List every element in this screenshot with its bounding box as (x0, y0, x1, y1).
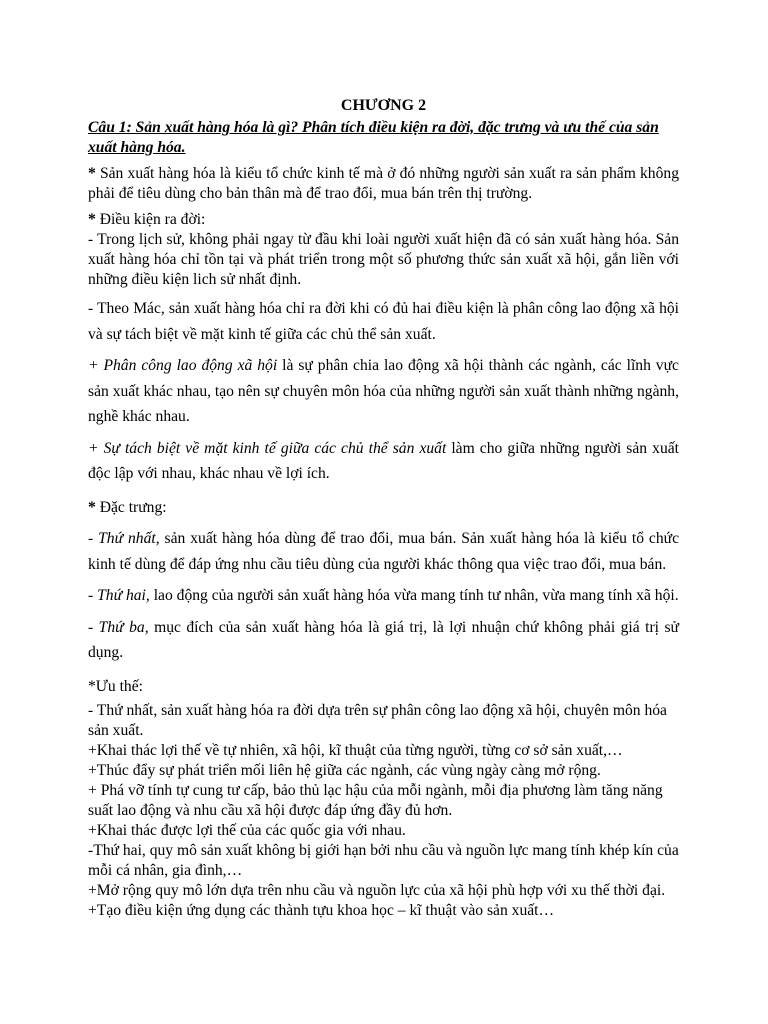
advantage-line-1: - Thứ nhất, sản xuất hàng hóa ra đời dựa trên sự phân công lao động xã hội, chuyên môn hóa sản xuất. (88, 702, 667, 739)
bullet-star: * (88, 211, 96, 228)
list-dash: - (88, 530, 99, 547)
feature-1-paragraph (88, 526, 679, 577)
conditions-heading (88, 210, 679, 230)
division-of-labor-text: là sự phân chia lao động xã hội thành các ngành, các lĩnh vực sản xuất khác nhau, tạo nên sự chuyên môn hóa của những người sản xuất thành những ngành, nghề khác nhau. (88, 357, 679, 425)
feature-2-term: Thứ hai, (97, 587, 150, 604)
feature-2-text: lao động của người sản xuất hàng hóa vừa mang tính tư nhân, vừa mang tính xã hội. (149, 587, 679, 604)
definition-text: Sản xuất hàng hóa là kiểu tổ chức kinh tế mà ở đó những người sản xuất ra sản phẩm không phải để tiêu dùng cho bản thân mà để trao đổi, mua bán trên thị trường. (88, 165, 679, 202)
economic-separation-term: + Sự tách biệt về mặt kinh tế giữa các chủ thể sản xuất (88, 439, 447, 457)
feature-3-paragraph (88, 615, 679, 666)
definition-paragraph (88, 164, 679, 204)
conditions-paragraph-4 (88, 436, 679, 487)
advantages-heading: *Ưu thế: (88, 677, 143, 695)
feature-2-paragraph (88, 583, 679, 609)
feature-1-term: Thứ nhất, (98, 530, 160, 547)
feature-3-text: mục đích của sản xuất hàng hóa là giá trị, là lợi nhuận chứ không phải giá trị sử dụng. (88, 618, 679, 661)
bullet-star: * (88, 165, 96, 182)
chapter-title: CHƯƠNG 2 (340, 97, 427, 114)
advantage-line-7: +Mở rộng quy mô lớn dựa trên nhu cầu và nguồn lực của xã hội phù hợp với xu thế thời đại. (88, 882, 666, 899)
advantage-line-6: -Thứ hai, quy mô sản xuất không bị giới hạn bởi nhu cầu và nguồn lực mang tính khép kín của mỗi cá nhân, gia đình,… (88, 842, 679, 879)
list-dash: - (88, 587, 98, 604)
advantage-line-4: + Phá vỡ tính tự cung tư cấp, bảo thủ lạc hậu của mỗi ngành, mỗi địa phương làm tăng năng suất lao động và nhu cầu xã hội được đáp ứng đầy đủ hơn. (88, 782, 663, 819)
advantage-line-2: +Khai thác lợi thế về tự nhiên, xã hội, kĩ thuật của từng người, từng cơ sở sản xuất,… (88, 742, 623, 759)
feature-1-text: sản xuất hàng hóa dùng để trao đổi, mua bán. Sản xuất hàng hóa là kiểu tổ chức kinh tế dùng để đáp ứng nhu cầu tiêu dùng của người khác thông qua việc trao đổi, mua bán. (88, 530, 680, 573)
question-title: Câu 1: Sản xuất hàng hóa là gì? Phân tích điều kiện ra đời, đặc trưng và ưu thế của sản xuất hàng hóa. (88, 119, 659, 156)
conditions-paragraph-3 (88, 353, 679, 430)
feature-3-term: Thứ ba, (98, 618, 149, 636)
conditions-paragraph-1: - Trong lịch sử, không phải ngay từ đầu khi loài người xuất hiện đã có sản xuất hàng hóa. Sản xuất hàng hóa chỉ tồn tại và phát triển trong một số phương thức sản xuất xã hội, gắn liền với những điều kiện lich sử nhất định. (88, 231, 679, 288)
economic-separation-text: làm cho giữa những người sản xuất độc lập với nhau, khác nhau về lợi ích. (88, 439, 679, 482)
division-of-labor-term: + Phân công lao động xã hội (88, 357, 278, 374)
advantage-line-3: +Thúc đẩy sự phát triển mối liên hệ giữa các ngành, các vùng ngày càng mở rộng. (88, 762, 601, 779)
bullet-star: * (88, 498, 96, 516)
advantage-line-8: +Tạo điều kiện ứng dụng các thành tựu khoa học – kĩ thuật vào sản xuất… (88, 902, 555, 919)
conditions-paragraph-2: - Theo Mác, sản xuất hàng hóa chỉ ra đời khi có đủ hai điều kiện là phân công lao động xã hội và sự tách biệt về mặt kinh tế giữa các chủ thể sản xuất. (88, 300, 679, 343)
features-heading-text: Đặc trưng: (95, 498, 167, 516)
features-heading (88, 495, 679, 521)
conditions-heading-text: Điều kiện ra đời: (95, 211, 206, 228)
document-body (88, 94, 679, 921)
list-dash: - (88, 618, 99, 636)
advantage-line-5: +Khai thác được lợi thế của các quốc gia với nhau. (88, 822, 406, 839)
